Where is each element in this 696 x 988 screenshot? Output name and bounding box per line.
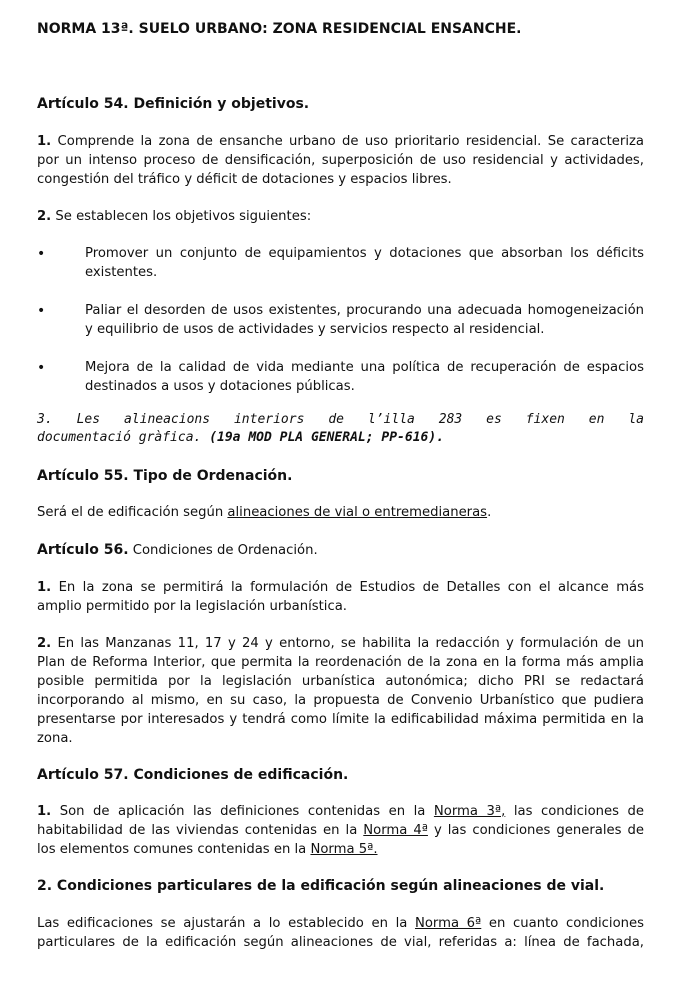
art56-p1-number: 1.	[37, 580, 52, 595]
art56-p1-line2: amplio permitido por la legislación urbanística.	[37, 599, 347, 614]
norma-4-link[interactable]: Norma 4ª	[363, 823, 428, 838]
bullet-2-marker: •	[37, 303, 46, 319]
art57-p1-number: 1.	[37, 804, 52, 819]
art57-p2-line1-post: en cuanto condiciones	[481, 916, 644, 931]
art54-p2-line	[37, 208, 644, 226]
art54-p1-line3: congestión del tráfico y déficit de dotaciones y espacios libres.	[37, 172, 452, 187]
art57-p1-line2	[37, 822, 644, 840]
art56-p2-number: 2.	[37, 636, 52, 651]
bullet-3-marker: •	[37, 360, 46, 376]
art56-p2-line3: posible permitida por la legislación urbanística autonómica; dicho PRI se redactará	[37, 674, 644, 689]
art54-p1-line1	[37, 133, 644, 151]
art56-p1-text1: En la zona se permitirá la formulación de Estudios de Detalles con el alcance más	[58, 580, 644, 595]
art57-p1-line1-pre: Son de aplicación las definiciones contenidas en la	[59, 804, 434, 819]
art57-p2-line1	[37, 915, 644, 933]
art56-heading-number: Artículo 56.	[37, 542, 129, 558]
art57-p1-line3	[37, 841, 644, 859]
norma-3-link[interactable]: Norma 3ª,	[433, 804, 506, 819]
art56-p2-line6: zona.	[37, 731, 73, 746]
art54-heading: Artículo 54. Definición y objetivos.	[37, 96, 310, 112]
norma-5-link[interactable]: Norma 5ª.	[310, 842, 378, 857]
norma-title: NORMA 13ª. SUELO URBANO: ZONA RESIDENCIAL ENSANCHE.	[37, 21, 522, 37]
art57-p1-line2-post: y las condiciones generales de	[427, 823, 644, 838]
art54-p1-number: 1.	[37, 134, 52, 149]
bullet-2-line1: Paliar el desorden de usos existentes, procurando una adecuada homogeneización	[85, 303, 644, 318]
art57-p1-line1	[37, 803, 644, 821]
art55-heading: Artículo 55. Tipo de Ordenación.	[37, 468, 293, 484]
bullet-1-marker: •	[37, 246, 46, 262]
art54-p3-text2: documentació gràfica.	[37, 430, 202, 445]
art56-p2-line2: Plan de Reforma Interior, que permita la reordenación de la zona en la forma más amplia	[37, 655, 644, 670]
art56-p2-line5: presentarse por interesados y tendrá como límite la edificabilidad máxima permitida en la	[37, 712, 644, 727]
bullet-1-line1: Promover un conjunto de equipamientos y dotaciones que absorban los déficits	[85, 246, 644, 261]
art57-heading: Artículo 57. Condiciones de edificación.	[37, 767, 349, 783]
art56-heading	[37, 541, 644, 560]
art55-link[interactable]: alineaciones de vial o entremedianeras	[227, 505, 488, 520]
art54-p1-text1: Comprende la zona de ensanche urbano de uso prioritario residencial. Se caracteriza	[57, 134, 644, 149]
bullet-3-line1: Mejora de la calidad de vida mediante una política de recuperación de espacios	[85, 360, 644, 375]
art54-p3-line1: 3. Les alineacions interiors de l’illa 283 es fixen en la	[37, 412, 644, 427]
art56-p2-line1	[37, 635, 644, 653]
art57-p1-line2-pre: habitabilidad de las viviendas contenidas en la	[37, 823, 364, 838]
art54-p3-reference: (19a MOD PLA GENERAL; PP-616).	[209, 430, 445, 445]
art57-p2-heading: 2. Condiciones particulares de la edificación según alineaciones de vial.	[37, 878, 605, 894]
art55-text-post: .	[487, 505, 492, 520]
art54-p2-number: 2.	[37, 209, 52, 224]
bullet-1-line2: existentes.	[85, 265, 158, 280]
art55-text-pre: Será el de edificación según	[37, 505, 228, 520]
art56-p2-line4: incorporando al mismo, en su caso, la propuesta de Convenio Urbanístico que pudiera	[37, 693, 644, 708]
art57-p2-line2: particulares de la edificación según alineaciones de vial, referidas a: línea de fachada,	[37, 935, 644, 950]
art57-p1-line3-pre: los elementos comunes contenidas en la	[37, 842, 311, 857]
art56-p2-text1: En las Manzanas 11, 17 y 24 y entorno, se habilita la redacción y formulación de un	[57, 636, 644, 651]
art56-p1-line1	[37, 579, 644, 597]
art57-p1-line1-post: las condiciones de	[505, 804, 645, 819]
art54-p1-line2: por un intenso proceso de densificación, superposición de uso residencial y actividades,	[37, 153, 644, 168]
bullet-3-line2: destinados a usos y dotaciones públicas.	[85, 379, 355, 394]
art55-text	[37, 504, 644, 522]
art57-p2-line1-pre: Las edificaciones se ajustarán a lo establecido en la	[37, 916, 415, 931]
art54-p2-text: Se establecen los objetivos siguientes:	[55, 209, 312, 224]
bullet-2-line2: y equilibrio de usos de actividades y servicios respecto al residencial.	[85, 322, 545, 337]
art56-heading-rest: Condiciones de Ordenación.	[128, 543, 318, 558]
norma-6-link[interactable]: Norma 6ª	[414, 916, 482, 931]
art54-p3-line2	[37, 429, 644, 447]
